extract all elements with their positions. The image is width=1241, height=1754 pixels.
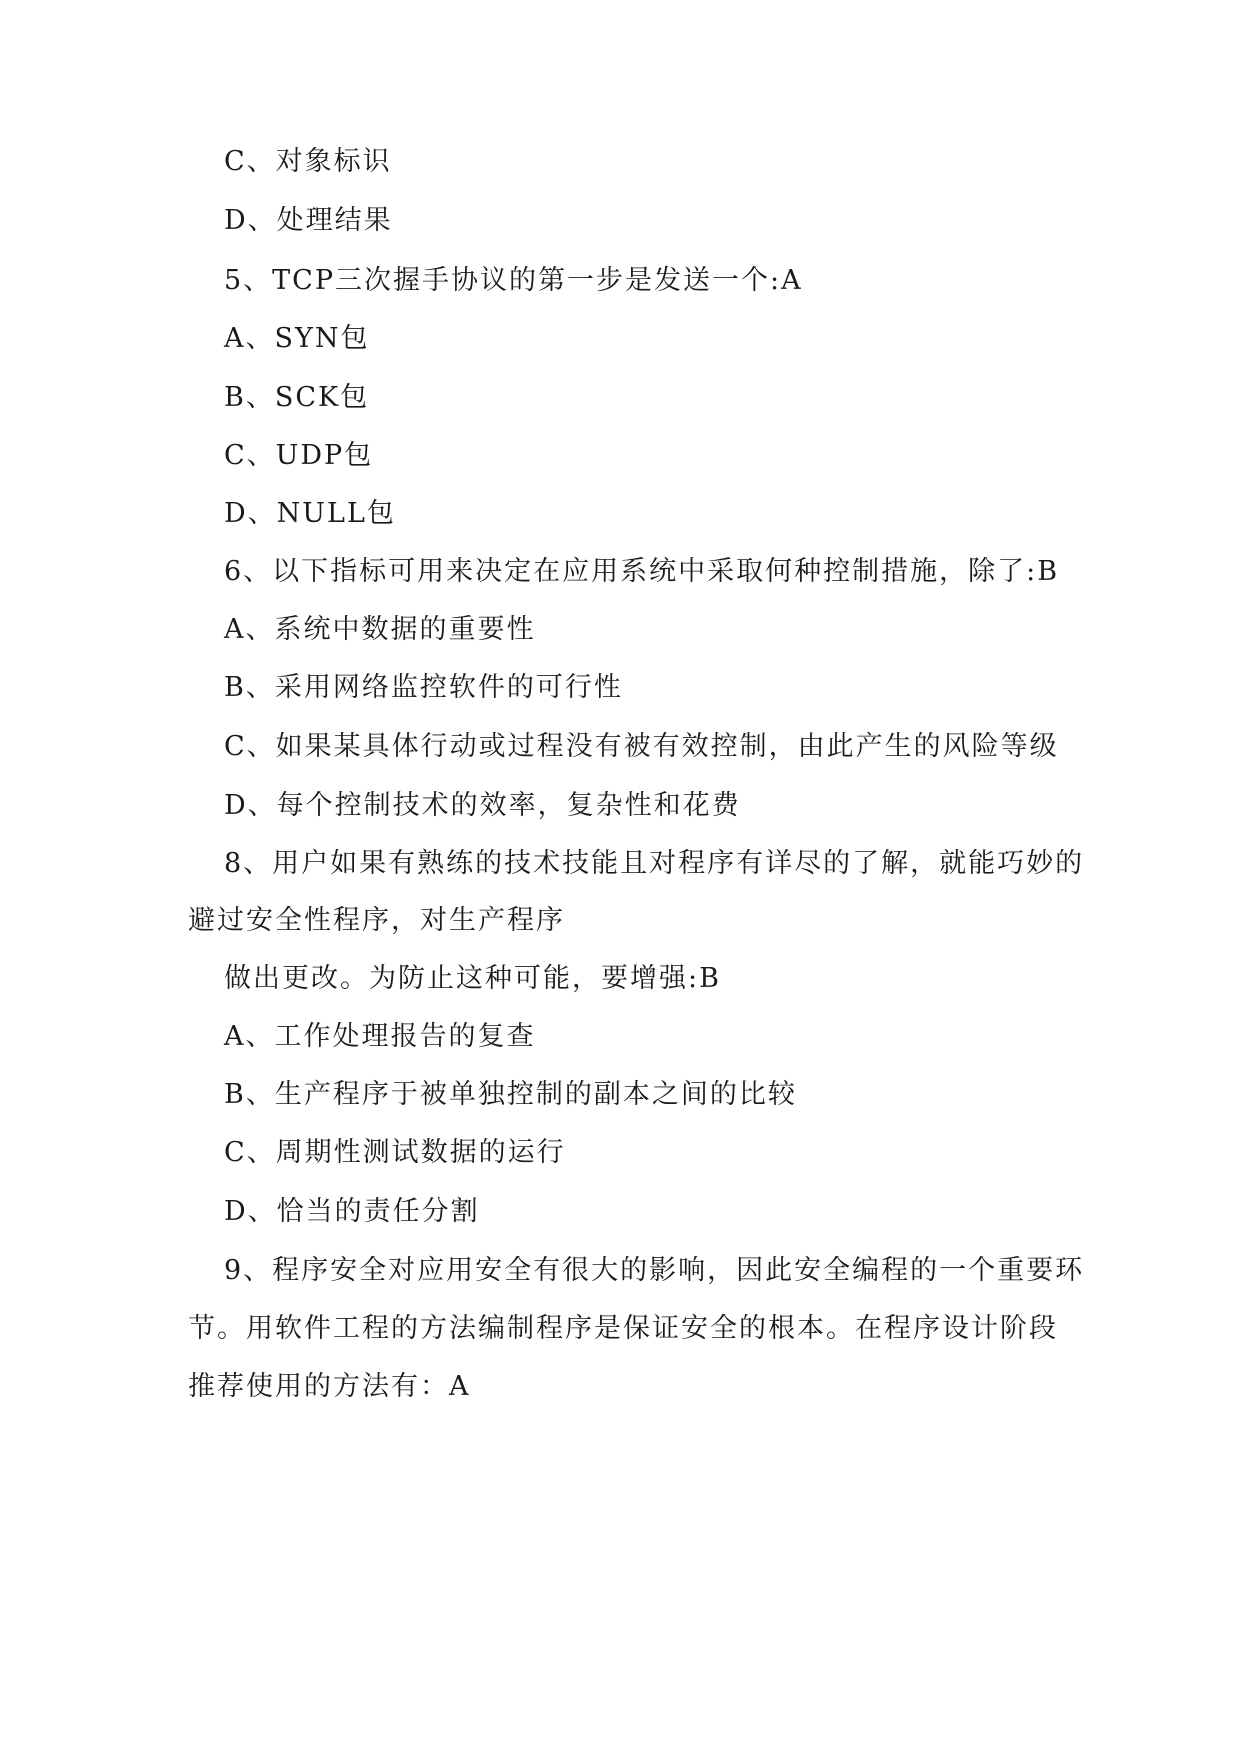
option-d-result: D、处理结果 (224, 205, 393, 236)
question-9-line-2: 节。用软件工程的方法编制程序是保证安全的根本。在程序设计阶段 (188, 1313, 1058, 1344)
option-c-risk-level: C、如果某具体行动或过程没有被有效控制，由此产生的风险等级 (224, 731, 1059, 762)
option-d-segregation: D、恰当的责任分割 (224, 1196, 480, 1227)
option-d-efficiency: D、每个控制技术的效率，复杂性和花费 (224, 790, 741, 821)
question-8-line-1: 8、用户如果有熟练的技术技能且对程序有详尽的了解，就能巧妙的 (224, 848, 1085, 879)
question-9-line-3: 推荐使用的方法有：A (188, 1371, 471, 1402)
option-a-review: A、工作处理报告的复查 (224, 1021, 536, 1052)
question-6: 6、以下指标可用来决定在应用系统中采取何种控制措施，除了:B (224, 556, 1060, 587)
option-c-test-data: C、周期性测试数据的运行 (224, 1137, 566, 1168)
option-c-udp: C、UDP包 (224, 440, 374, 471)
option-d-null: D、NULL包 (224, 498, 396, 529)
option-b-feasibility: B、采用网络监控软件的可行性 (224, 672, 623, 703)
option-a-importance: A、系统中数据的重要性 (224, 614, 536, 645)
question-8-line-2: 避过安全性程序，对生产程序 (188, 905, 565, 936)
option-a-syn: A、SYN包 (224, 323, 370, 354)
option-b-sck: B、SCK包 (224, 382, 370, 413)
question-8-line-3: 做出更改。为防止这种可能，要增强:B (224, 963, 721, 994)
question-5: 5、TCP三次握手协议的第一步是发送一个:A (224, 265, 803, 296)
question-9-line-1: 9、程序安全对应用安全有很大的影响，因此安全编程的一个重要环 (224, 1255, 1085, 1286)
option-b-compare: B、生产程序于被单独控制的副本之间的比较 (224, 1079, 797, 1110)
option-c-object-id: C、对象标识 (224, 146, 392, 177)
